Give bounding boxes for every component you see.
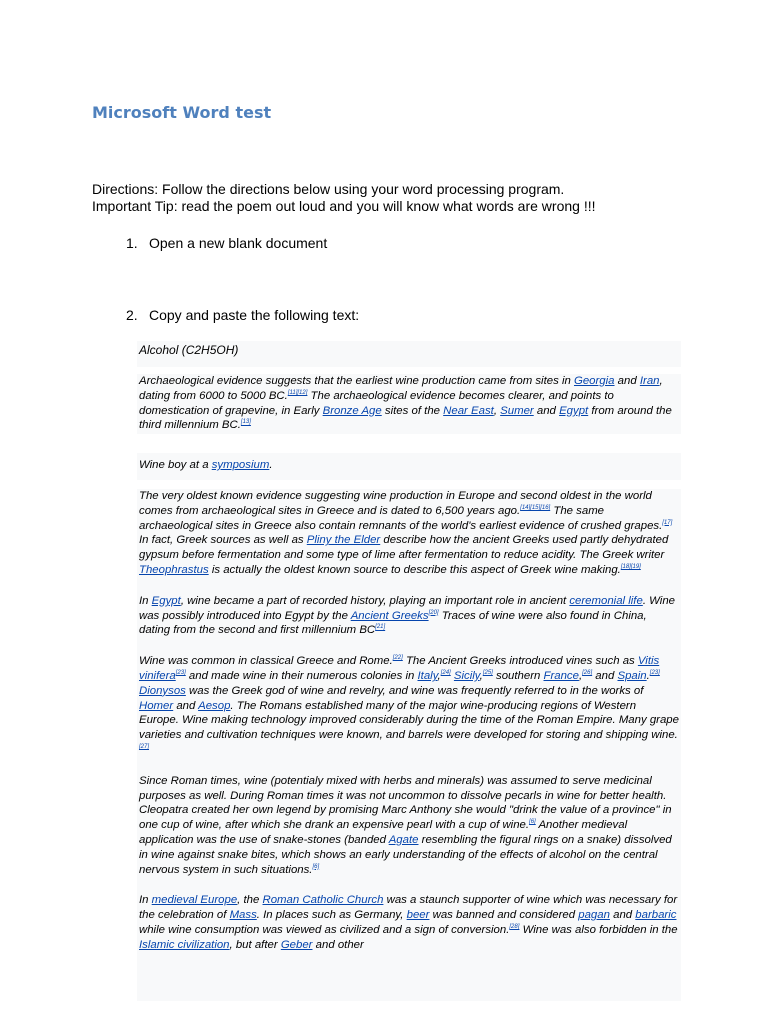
- text: and: [609, 909, 636, 922]
- reference-link[interactable]: [13]: [240, 419, 251, 426]
- link-homer[interactable]: Homer: [139, 699, 174, 712]
- text: Wine was also forbidden in the: [519, 923, 678, 936]
- text: Since Roman times, wine (potentialy mixed with herbs and minerals) was assumed to serve medicinal purposes as well. During Roman times it was not uncommon to dissolve pecarls in wine for better health. Cleopatra created her own legend by promising Marc Anthony she would "drink the value of a province" in one cup of wine, after which she drank an expensive pearl with a cup of wine.: [139, 774, 672, 832]
- link-agate[interactable]: Agate: [388, 833, 419, 846]
- link-france[interactable]: France: [543, 669, 579, 682]
- list-number: 1.: [126, 235, 138, 251]
- link-beer[interactable]: beer: [406, 909, 430, 922]
- article-paragraph: [139, 774, 679, 878]
- link-iran[interactable]: Iran: [639, 375, 660, 387]
- text: . The Romans established many of the major wine-producing regions of Western Europe. Wine making technology improved considerably during the time of the Roman Empire. Many grape varieties and cultivation techniques were known, and barrels were developed for storing and shipping wine.: [139, 699, 679, 742]
- link-medieval-europe[interactable]: medieval Europe: [151, 894, 238, 907]
- text: and other: [312, 938, 364, 951]
- link-egypt[interactable]: Egypt: [151, 594, 181, 607]
- link-near-east[interactable]: Near East: [443, 404, 494, 417]
- reference-link[interactable]: [11][12]: [287, 390, 308, 396]
- text: and: [614, 375, 640, 387]
- text: while wine consumption was viewed as civilized and a sign of conversion.: [139, 923, 510, 936]
- article-paragraph: [139, 654, 679, 758]
- text: describe how the ancient Greeks used partly dehydrated gypsum before fermentation and some type of lime after fermentation to reduce acidity. The Greek writer: [139, 534, 669, 562]
- text: Wine was common in classical Greece and Rome.: [139, 655, 393, 668]
- reference-link[interactable]: [6]: [529, 819, 536, 826]
- reference-link[interactable]: [25]: [482, 670, 493, 677]
- text: southern: [492, 669, 544, 682]
- article-heading-block: [137, 341, 681, 367]
- list-item-text: Open a new blank document: [149, 235, 328, 251]
- link-geber[interactable]: Geber: [280, 938, 313, 951]
- document-title: Microsoft Word test: [92, 103, 272, 122]
- text: , dating from 6000 to 5000 BC.: [139, 375, 663, 402]
- reference-link[interactable]: [26]: [582, 670, 593, 677]
- text: . Wine was possibly introduced into Egypt by the: [139, 594, 675, 622]
- text: Wine boy at a: [139, 459, 212, 471]
- link-vitis-vinifera[interactable]: Vitis vinifera: [139, 655, 660, 682]
- reference-link[interactable]: [24]: [440, 670, 451, 677]
- text: .: [646, 669, 650, 682]
- reference-link[interactable]: [28]: [509, 924, 520, 931]
- text: and: [533, 404, 560, 417]
- text: ,: [437, 669, 441, 682]
- text: from around the third millennium BC.: [139, 404, 672, 432]
- article-paragraph: [137, 374, 681, 434]
- link-islamic-civilization[interactable]: Islamic civilization: [139, 938, 230, 951]
- text: and: [592, 669, 618, 682]
- text: and: [173, 699, 199, 712]
- reference-link[interactable]: [21]: [375, 624, 386, 631]
- text: The archaeological evidence becomes clearer, and points to domestication of grapevine, in Early: [139, 389, 614, 417]
- link-pliny-the-elder[interactable]: Pliny the Elder: [306, 534, 381, 547]
- article-paragraph: [139, 594, 679, 638]
- reference-link[interactable]: [20]: [428, 609, 439, 616]
- link-egypt[interactable]: Egypt: [559, 404, 589, 417]
- text: , wine became a part of recorded history, playing an important role in ancient: [180, 594, 570, 607]
- text: In: [139, 594, 152, 607]
- reference-link[interactable]: [23]: [649, 670, 660, 677]
- list-item: [126, 235, 327, 251]
- text: The Ancient Greeks introduced vines such as: [402, 655, 638, 668]
- text: . In places such as Germany,: [256, 909, 407, 922]
- text: ,: [578, 669, 583, 682]
- text: Archaeological evidence suggests that the earliest wine production came from sites in: [139, 375, 574, 387]
- text: In fact, Greek sources as well as: [139, 534, 307, 547]
- link-aesop[interactable]: Aesop: [198, 699, 231, 712]
- link-dionysos[interactable]: Dionysos: [139, 684, 186, 697]
- link-bronze-age[interactable]: Bronze Age: [322, 404, 382, 417]
- reference-link[interactable]: [14][15][16]: [520, 505, 551, 511]
- link-ceremonial-life[interactable]: ceremonial life: [569, 594, 643, 607]
- text: In: [139, 894, 152, 907]
- list-item-text: Copy and paste the following text:: [149, 307, 360, 323]
- link-sumer[interactable]: Sumer: [500, 404, 534, 417]
- link-symposium[interactable]: symposium: [211, 459, 270, 471]
- text: and made wine in their numerous colonies in: [185, 669, 418, 682]
- text: Traces of wine were also found in China, dating from the second and first millennium BC: [139, 609, 647, 637]
- link-mass[interactable]: Mass: [229, 909, 257, 922]
- reference-link[interactable]: [22]: [392, 655, 403, 662]
- reference-link[interactable]: [17]: [662, 519, 673, 526]
- reference-link[interactable]: [18][19]: [620, 564, 641, 571]
- text: .: [269, 459, 273, 471]
- image-caption: [137, 453, 681, 480]
- link-theophrastus[interactable]: Theophrastus: [139, 563, 209, 576]
- text: resembling the figural rings on a snake) dissolved in wine against snake bites, which shows an early understanding of the effects of alcohol on the central nervous system in such situations.: [139, 833, 672, 876]
- text: sites of the: [381, 404, 444, 417]
- text: was a staunch supporter of wine which was necessary for the celebration of: [139, 894, 678, 922]
- text: was the Greek god of wine and revelry, and wine was frequently referred to in the works of: [185, 684, 644, 697]
- link-barbaric[interactable]: barbaric: [635, 909, 677, 922]
- link-roman-catholic-church[interactable]: Roman Catholic Church: [262, 894, 384, 907]
- list-item: [126, 307, 359, 323]
- article-heading: Alcohol (C2H5OH): [139, 343, 239, 357]
- text: The same archaeological sites in Greece also contain remnants of the world's earliest evidence of crushed grapes.: [139, 504, 663, 532]
- link-spain[interactable]: Spain: [617, 669, 647, 682]
- article-paragraph: [139, 893, 679, 952]
- important-tip-line: Important Tip: read the poem out loud and you will know what words are wrong !!!: [92, 198, 596, 214]
- text: , the: [237, 894, 263, 907]
- reference-link[interactable]: [6]: [312, 863, 320, 870]
- directions-line: Directions: Follow the directions below using your word processing program.: [92, 181, 565, 197]
- text: ,: [479, 669, 483, 682]
- text: ,: [493, 404, 501, 417]
- link-georgia[interactable]: Georgia: [573, 375, 615, 387]
- article-body: [137, 489, 681, 1001]
- reference-link[interactable]: [27]: [139, 744, 150, 751]
- directions: [92, 181, 732, 215]
- article-paragraph: [139, 489, 679, 578]
- text: Another medieval application was the use of snake-stones (banded: [139, 819, 628, 846]
- link-italy[interactable]: Italy: [417, 669, 438, 682]
- text: , but after: [229, 938, 281, 951]
- link-ancient-greeks[interactable]: Ancient Greeks: [350, 609, 429, 622]
- link-sicily[interactable]: Sicily: [453, 669, 480, 682]
- text: The very oldest known evidence suggesting wine production in Europe and second oldest in the world comes from archaeological sites in Greece and is dated to 6,500 years ago.: [139, 490, 652, 517]
- reference-link[interactable]: [23]: [175, 670, 186, 677]
- text: was banned and considered: [429, 909, 579, 922]
- list-number: 2.: [126, 307, 138, 323]
- link-pagan[interactable]: pagan: [578, 909, 610, 922]
- text: is actually the oldest known source to describe this aspect of Greek wine making.: [208, 563, 621, 576]
